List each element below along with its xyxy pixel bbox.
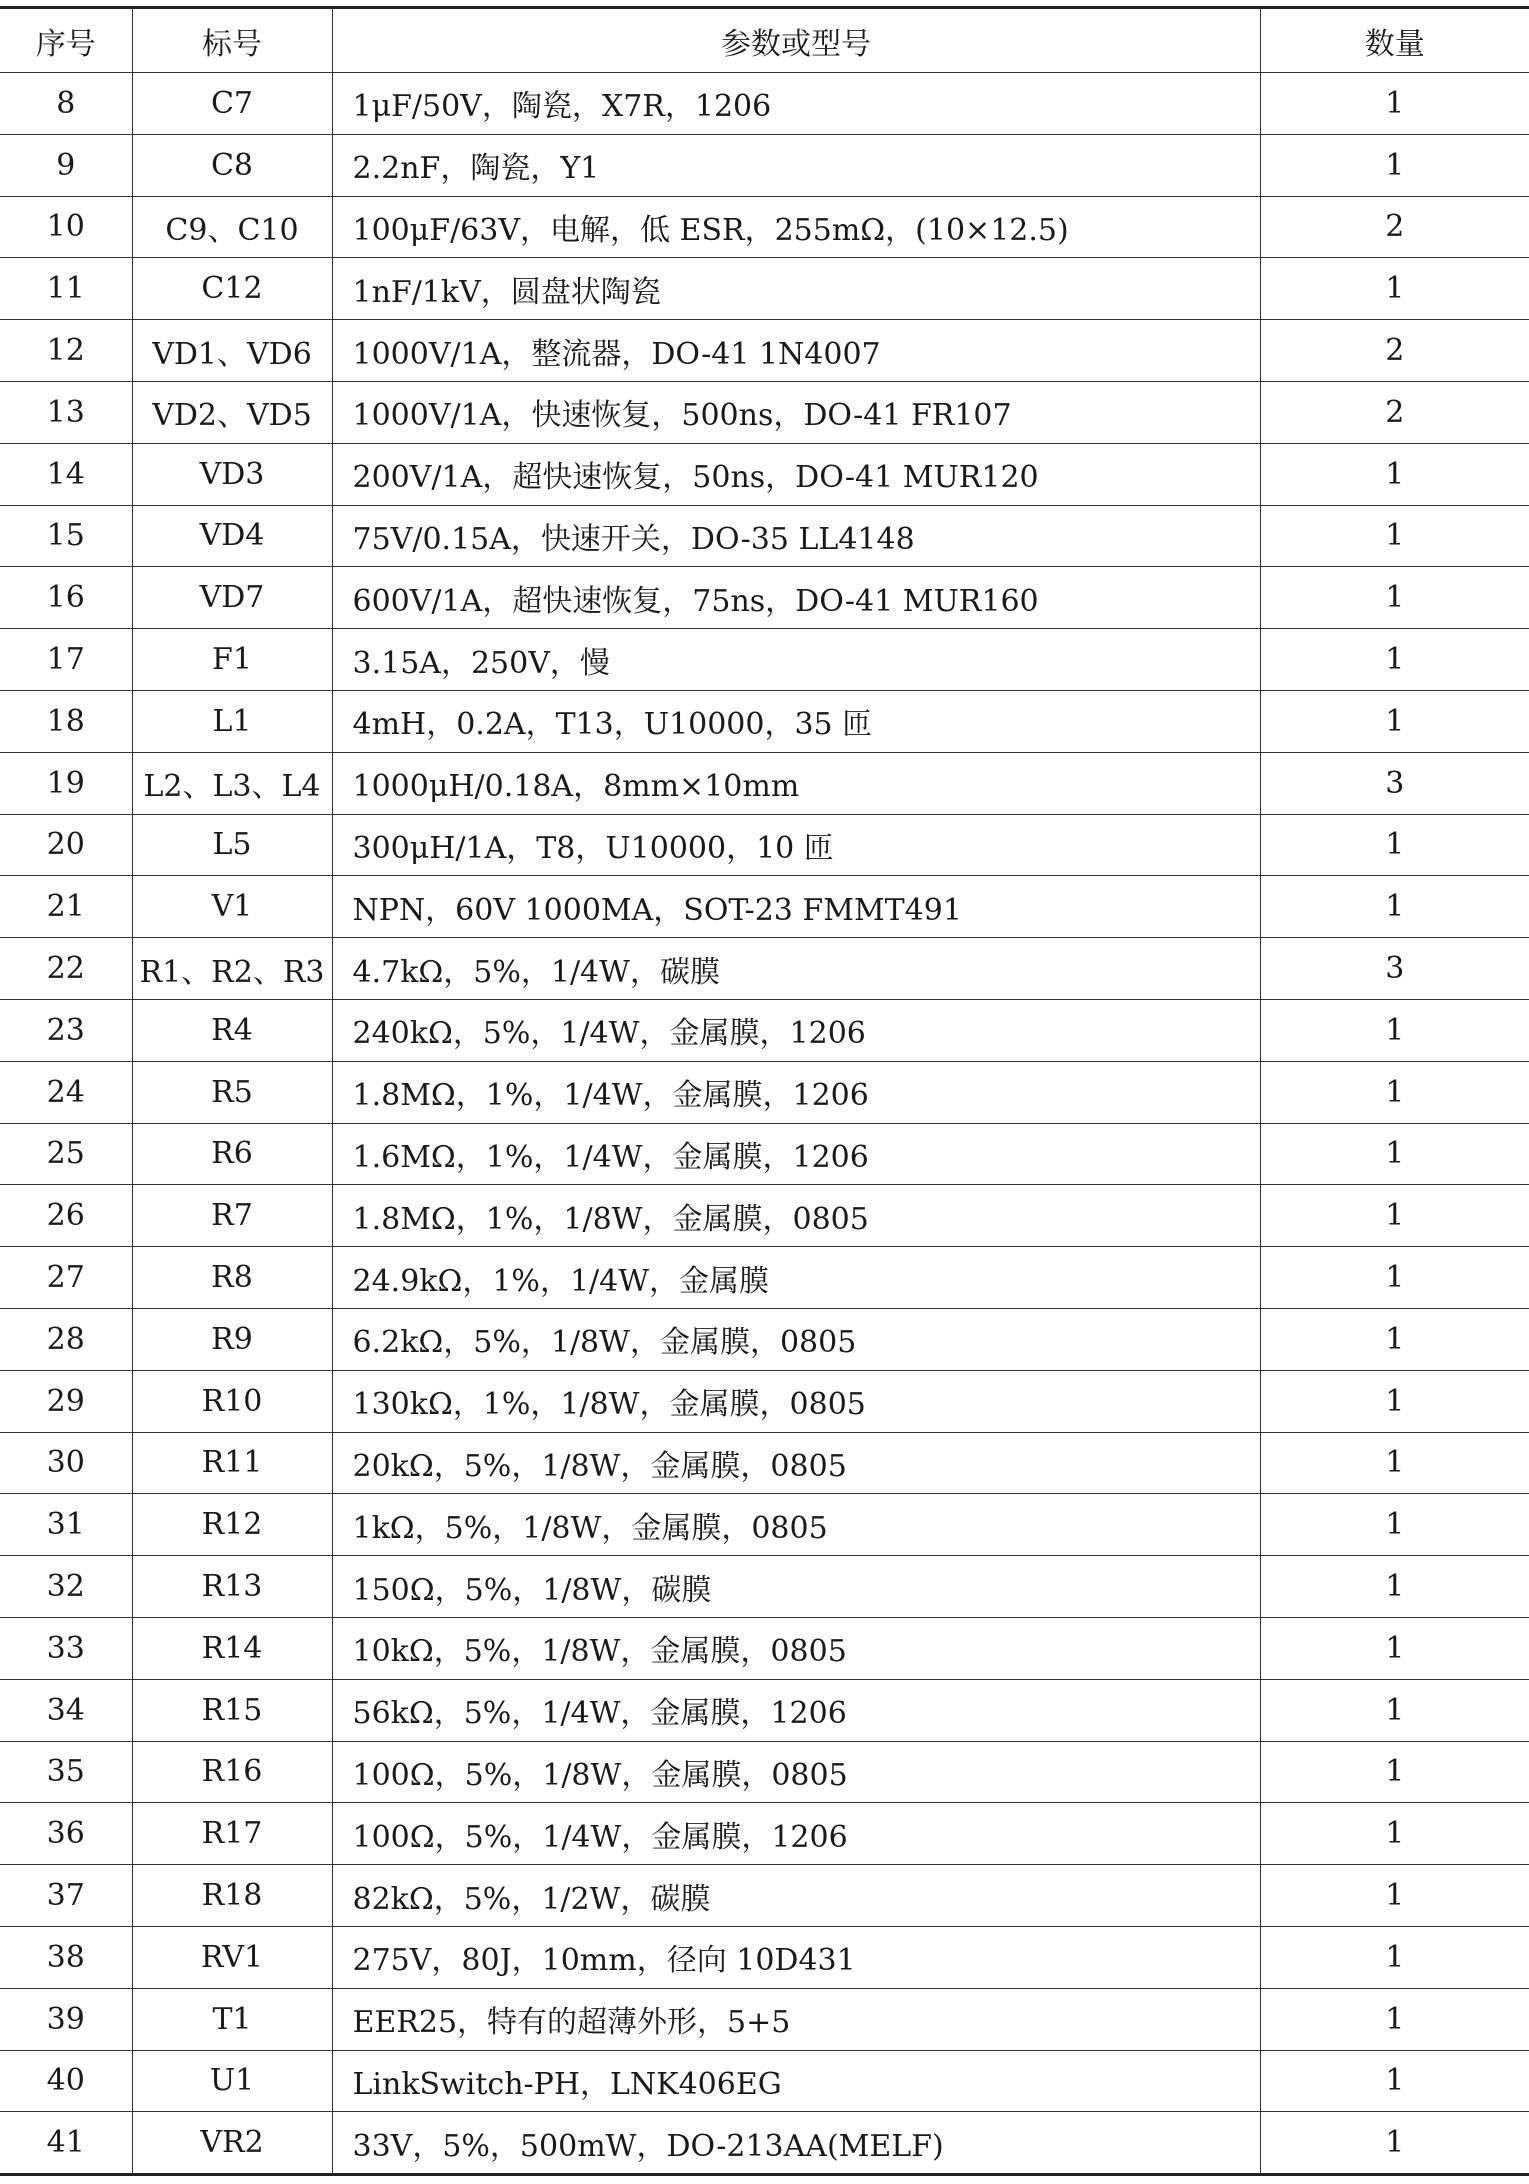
cell-qty: 1 — [1260, 1988, 1529, 2050]
cell-param: 1.8MΩ，1%，1/4W，金属膜，1206 — [332, 1061, 1260, 1123]
cell-param: 150Ω，5%，1/8W，碳膜 — [332, 1556, 1260, 1618]
cell-param: 2.2nF，陶瓷，Y1 — [332, 134, 1260, 196]
cell-seq: 37 — [0, 1865, 132, 1927]
cell-param: 1000V/1A，快速恢复，500ns，DO-41 FR107 — [332, 381, 1260, 443]
cell-seq: 33 — [0, 1617, 132, 1679]
table-row — [0, 629, 1529, 691]
table-row — [0, 938, 1529, 1000]
cell-param: 10kΩ，5%，1/8W，金属膜，0805 — [332, 1617, 1260, 1679]
table-row — [0, 443, 1529, 505]
cell-ref: VD1、VD6 — [132, 320, 332, 382]
table-row — [0, 1123, 1529, 1185]
cell-seq: 32 — [0, 1556, 132, 1618]
table-row — [0, 1247, 1529, 1309]
header-qty: 数量 — [1260, 8, 1529, 73]
cell-qty: 1 — [1260, 1432, 1529, 1494]
cell-qty: 1 — [1260, 2050, 1529, 2112]
cell-ref: VD4 — [132, 505, 332, 567]
header-row — [0, 8, 1529, 73]
cell-param: EER25，特有的超薄外形，5+5 — [332, 1988, 1260, 2050]
cell-ref: R8 — [132, 1247, 332, 1309]
cell-seq: 10 — [0, 196, 132, 258]
table-row — [0, 814, 1529, 876]
cell-qty: 1 — [1260, 1865, 1529, 1927]
cell-ref: R9 — [132, 1308, 332, 1370]
cell-seq: 28 — [0, 1308, 132, 1370]
cell-qty: 1 — [1260, 1247, 1529, 1309]
cell-param: 6.2kΩ，5%，1/8W，金属膜，0805 — [332, 1308, 1260, 1370]
cell-param: 82kΩ，5%，1/2W，碳膜 — [332, 1865, 1260, 1927]
table-row — [0, 1308, 1529, 1370]
cell-seq: 17 — [0, 629, 132, 691]
cell-seq: 21 — [0, 876, 132, 938]
cell-seq: 27 — [0, 1247, 132, 1309]
cell-qty: 1 — [1260, 505, 1529, 567]
cell-ref: T1 — [132, 1988, 332, 2050]
table-row — [0, 1679, 1529, 1741]
table-row — [0, 505, 1529, 567]
cell-ref: L2、L3、L4 — [132, 752, 332, 814]
cell-param: 240kΩ，5%，1/4W，金属膜，1206 — [332, 999, 1260, 1061]
cell-ref: VD2、VD5 — [132, 381, 332, 443]
cell-qty: 1 — [1260, 1926, 1529, 1988]
cell-ref: R17 — [132, 1803, 332, 1865]
table-row — [0, 999, 1529, 1061]
cell-param: 75V/0.15A，快速开关，DO-35 LL4148 — [332, 505, 1260, 567]
cell-qty: 1 — [1260, 1617, 1529, 1679]
cell-seq: 39 — [0, 1988, 132, 2050]
cell-param: 130kΩ，1%，1/8W，金属膜，0805 — [332, 1370, 1260, 1432]
cell-param: 20kΩ，5%，1/8W，金属膜，0805 — [332, 1432, 1260, 1494]
cell-seq: 23 — [0, 999, 132, 1061]
cell-ref: R1、R2、R3 — [132, 938, 332, 1000]
cell-param: 300μH/1A，T8，U10000，10 匝 — [332, 814, 1260, 876]
cell-param: 200V/1A，超快速恢复，50ns，DO-41 MUR120 — [332, 443, 1260, 505]
header-param: 参数或型号 — [332, 8, 1260, 73]
cell-qty: 1 — [1260, 73, 1529, 135]
cell-seq: 14 — [0, 443, 132, 505]
cell-param: 3.15A，250V，慢 — [332, 629, 1260, 691]
table-row — [0, 1370, 1529, 1432]
cell-seq: 40 — [0, 2050, 132, 2112]
cell-ref: R11 — [132, 1432, 332, 1494]
table-row — [0, 320, 1529, 382]
cell-seq: 15 — [0, 505, 132, 567]
table-row — [0, 73, 1529, 135]
header-seq: 序号 — [0, 8, 132, 73]
table-body — [0, 73, 1529, 2175]
cell-param: 1kΩ，5%，1/8W，金属膜，0805 — [332, 1494, 1260, 1556]
cell-ref: U1 — [132, 2050, 332, 2112]
cell-ref: R4 — [132, 999, 332, 1061]
table-row — [0, 1432, 1529, 1494]
cell-param: 33V，5%，500mW，DO-213AA(MELF) — [332, 2112, 1260, 2175]
table-row — [0, 1494, 1529, 1556]
cell-qty: 1 — [1260, 876, 1529, 938]
cell-qty: 1 — [1260, 443, 1529, 505]
cell-seq: 12 — [0, 320, 132, 382]
cell-param: 600V/1A，超快速恢复，75ns，DO-41 MUR160 — [332, 567, 1260, 629]
cell-seq: 25 — [0, 1123, 132, 1185]
cell-qty: 1 — [1260, 134, 1529, 196]
table-row — [0, 690, 1529, 752]
cell-seq: 13 — [0, 381, 132, 443]
cell-ref: R7 — [132, 1185, 332, 1247]
cell-seq: 20 — [0, 814, 132, 876]
cell-qty: 1 — [1260, 629, 1529, 691]
cell-qty: 1 — [1260, 2112, 1529, 2175]
cell-param: 24.9kΩ，1%，1/4W，金属膜 — [332, 1247, 1260, 1309]
bom-table — [0, 6, 1529, 2176]
cell-param: 1nF/1kV，圆盘状陶瓷 — [332, 258, 1260, 320]
cell-ref: C7 — [132, 73, 332, 135]
cell-param: 56kΩ，5%，1/4W，金属膜，1206 — [332, 1679, 1260, 1741]
table-row — [0, 1926, 1529, 1988]
table-row — [0, 1741, 1529, 1803]
cell-qty: 1 — [1260, 567, 1529, 629]
cell-ref: R13 — [132, 1556, 332, 1618]
cell-qty: 1 — [1260, 999, 1529, 1061]
cell-qty: 1 — [1260, 1185, 1529, 1247]
table-row — [0, 1988, 1529, 2050]
cell-ref: R6 — [132, 1123, 332, 1185]
cell-param: 1μF/50V，陶瓷，X7R，1206 — [332, 73, 1260, 135]
cell-qty: 1 — [1260, 814, 1529, 876]
cell-param: 1.8MΩ，1%，1/8W，金属膜，0805 — [332, 1185, 1260, 1247]
cell-seq: 29 — [0, 1370, 132, 1432]
table-row — [0, 876, 1529, 938]
cell-param: LinkSwitch-PH，LNK406EG — [332, 2050, 1260, 2112]
cell-ref: C12 — [132, 258, 332, 320]
table-row — [0, 381, 1529, 443]
table-row — [0, 1803, 1529, 1865]
cell-ref: R10 — [132, 1370, 332, 1432]
cell-seq: 16 — [0, 567, 132, 629]
table-row — [0, 567, 1529, 629]
cell-param: 100Ω，5%，1/8W，金属膜，0805 — [332, 1741, 1260, 1803]
cell-ref: R15 — [132, 1679, 332, 1741]
table-row — [0, 196, 1529, 258]
cell-qty: 2 — [1260, 381, 1529, 443]
cell-param: 100Ω，5%，1/4W，金属膜，1206 — [332, 1803, 1260, 1865]
cell-ref: C8 — [132, 134, 332, 196]
cell-ref: VD3 — [132, 443, 332, 505]
cell-seq: 38 — [0, 1926, 132, 1988]
cell-qty: 1 — [1260, 258, 1529, 320]
cell-ref: L5 — [132, 814, 332, 876]
cell-qty: 1 — [1260, 1494, 1529, 1556]
cell-param: 275V，80J，10mm，径向 10D431 — [332, 1926, 1260, 1988]
cell-seq: 34 — [0, 1679, 132, 1741]
cell-seq: 11 — [0, 258, 132, 320]
cell-ref: VD7 — [132, 567, 332, 629]
cell-qty: 1 — [1260, 1308, 1529, 1370]
cell-ref: R14 — [132, 1617, 332, 1679]
cell-ref: R16 — [132, 1741, 332, 1803]
cell-qty: 1 — [1260, 1741, 1529, 1803]
cell-qty: 3 — [1260, 752, 1529, 814]
table-row — [0, 1185, 1529, 1247]
cell-seq: 41 — [0, 2112, 132, 2175]
cell-seq: 19 — [0, 752, 132, 814]
cell-ref: L1 — [132, 690, 332, 752]
cell-qty: 1 — [1260, 1679, 1529, 1741]
table-row — [0, 134, 1529, 196]
cell-qty: 1 — [1260, 1803, 1529, 1865]
cell-qty: 1 — [1260, 1370, 1529, 1432]
cell-ref: RV1 — [132, 1926, 332, 1988]
cell-ref: R18 — [132, 1865, 332, 1927]
cell-seq: 9 — [0, 134, 132, 196]
cell-seq: 26 — [0, 1185, 132, 1247]
cell-ref: C9、C10 — [132, 196, 332, 258]
table-row — [0, 1617, 1529, 1679]
cell-seq: 31 — [0, 1494, 132, 1556]
table-row — [0, 2050, 1529, 2112]
cell-param: 1000μH/0.18A，8mm×10mm — [332, 752, 1260, 814]
cell-ref: R12 — [132, 1494, 332, 1556]
cell-qty: 1 — [1260, 690, 1529, 752]
cell-qty: 3 — [1260, 938, 1529, 1000]
cell-param: 1.6MΩ，1%，1/4W，金属膜，1206 — [332, 1123, 1260, 1185]
cell-seq: 30 — [0, 1432, 132, 1494]
cell-ref: V1 — [132, 876, 332, 938]
cell-param: 100μF/63V，电解，低 ESR，255mΩ，(10×12.5) — [332, 196, 1260, 258]
table-row — [0, 1865, 1529, 1927]
cell-seq: 18 — [0, 690, 132, 752]
cell-seq: 36 — [0, 1803, 132, 1865]
cell-ref: VR2 — [132, 2112, 332, 2175]
cell-param: NPN，60V 1000MA，SOT-23 FMMT491 — [332, 876, 1260, 938]
cell-qty: 2 — [1260, 196, 1529, 258]
cell-seq: 8 — [0, 73, 132, 135]
header-ref: 标号 — [132, 8, 332, 73]
cell-param: 4.7kΩ，5%，1/4W，碳膜 — [332, 938, 1260, 1000]
table-row — [0, 752, 1529, 814]
cell-ref: R5 — [132, 1061, 332, 1123]
cell-seq: 24 — [0, 1061, 132, 1123]
cell-param: 4mH，0.2A，T13，U10000，35 匝 — [332, 690, 1260, 752]
cell-qty: 1 — [1260, 1061, 1529, 1123]
table-row — [0, 258, 1529, 320]
cell-seq: 22 — [0, 938, 132, 1000]
cell-qty: 1 — [1260, 1123, 1529, 1185]
table-row — [0, 1061, 1529, 1123]
cell-seq: 35 — [0, 1741, 132, 1803]
table-row — [0, 1556, 1529, 1618]
cell-qty: 2 — [1260, 320, 1529, 382]
cell-param: 1000V/1A，整流器，DO-41 1N4007 — [332, 320, 1260, 382]
cell-qty: 1 — [1260, 1556, 1529, 1618]
table-row — [0, 2112, 1529, 2175]
cell-ref: F1 — [132, 629, 332, 691]
